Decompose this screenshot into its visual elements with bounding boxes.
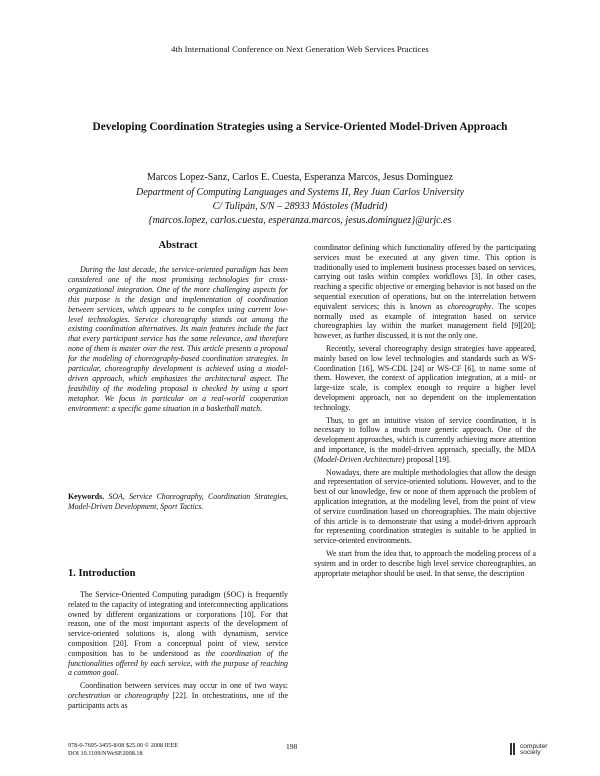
- abstract-heading: Abstract: [158, 240, 198, 251]
- right-paragraph: coordinator defining which functionality offered by the participating services must be executed at any given time. This option is traditionally used to implement business processes based on services, carrying out tasks within complex workflows [3]. In other cases, reaching a specific objective or emerging behavior is not based on the sequential execution of operations, but on the interrelation between equivalent services; this is known as choreography. The scopes normally used as example of integration based on service choreographies lay within the market management field [9][20]; however, as further discussed, it is not the only one.: [314, 243, 536, 341]
- section-heading-introduction: 1. Introduction: [68, 568, 136, 579]
- author-emails: {marcos.lopez, carlos.cuesta, esperanza.marcos, jesus.dominguez}@urjc.es: [148, 215, 452, 226]
- logo-wordmark: computer society: [520, 743, 548, 757]
- intro-paragraph: Coordination between services may occur in one of two ways: orchestration or choreography [22]. In orchestrations, one of the participants acts as: [68, 681, 288, 710]
- right-paragraph: Thus, to get an intuitive vision of service coordination, it is necessary to follow a much more generic approach. One of the development approaches, which is currently achieving more attention and importance, is the model-driven approach, specially, the MDA (Model-Driven Architecture) proposal [19].: [314, 415, 536, 464]
- footer-doi: DOI 10.1109/NWeSP.2008.18: [68, 750, 143, 757]
- paper-title: Developing Coordination Strategies using a Service-Oriented Model-Driven Approach: [92, 121, 508, 133]
- right-column-body: [314, 243, 536, 581]
- affiliation-block: [0, 186, 600, 228]
- keywords: [68, 492, 288, 512]
- affiliation-department: Department of Computing Languages and Systems II, Rey Juan Carlos University: [135, 187, 465, 198]
- intro-paragraph: The Service-Oriented Computing paradigm (SOC) is frequently related to the capacity of integrating and interconnecting applications owned by different organizations or corporations [10]. For that reason, one of the most important aspects of the development of service-oriented solutions is, along with dynamism, service composition [20]. From a conceptual point of view, service composition has to be understood as the coordination of the functionalities offered by each service, with the purpose of reaching a common goal.: [68, 590, 288, 678]
- keywords-list: SOA, Service Choreography, Coordination Strategies, Model-Driven Development, Sport Tactics.: [68, 492, 288, 511]
- introduction-body: [68, 590, 288, 714]
- right-paragraph: We start from the idea that, to approach the modeling process of a system and in order to describe high level service choreographies, an appropriate metaphor should be used. In that sense, the description: [314, 548, 536, 578]
- computer-society-icon: [510, 743, 517, 755]
- footer-copyright: [68, 742, 178, 758]
- authors: Marcos Lopez-Sanz, Carlos E. Cuesta, Esperanza Marcos, Jesus Dominguez: [146, 172, 454, 183]
- affiliation-address: C/ Tulipán, S/N – 28933 Móstoles (Madrid): [212, 201, 388, 212]
- footer-isbn: 978-0-7695-3455-8/08 $25.00 © 2008 IEEE: [68, 742, 179, 749]
- abstract-body: During the last decade, the service-oriented paradigm has been considered one of the most promising technologies for cross-organizational integration. One of the more challenging aspects for this purpose is the design and implementation of coordination between services, which appears to be complex using current low-level technologies. Service choreography stands out among the existing coordination alternatives. Its main features include the fact that every participant service has the same relevance, and therefore none of them is master over the rest. This article presents a proposal for the modeling of choreography-based coordination strategies. In particular, choreography development is achieved using a model-driven approach, which emphasizes the architectural aspect. The feasibility of the modeling proposal is checked by using a sport metaphor. We focus in particular on a real-world cooperation environment: a specific game situation in a basketball match.: [68, 265, 288, 413]
- keywords-label: Keywords.: [68, 492, 105, 501]
- right-paragraph: Nowadays, there are multiple methodologies that allow the design and representation of service-oriented solutions. However, and to the best of our knowledge, few or none of them approach the problem of application integration, at the modeling level, from the point of view of service coordination based on choreographies. The main objective of this article is to demonstrate that using a model-driven approach for representing coordination strategies is suitable to be applied in service-oriented environments.: [314, 467, 536, 546]
- right-paragraph: Recently, several choreography design strategies have appeared, mainly based on low level technologies and standards such as WS-Coordination [16], WS-CDL [24] or WS-CF [6], to name some of them. However, the context of application integration, at a mid- or large-size scale, is complex enough to require a higher level development approach, not so dependent on the implementation technology.: [314, 343, 536, 412]
- computer-society-logo: [508, 738, 552, 762]
- page-number: 198: [286, 742, 298, 751]
- conference-header: 4th International Conference on Next Generation Web Services Practices: [171, 44, 429, 54]
